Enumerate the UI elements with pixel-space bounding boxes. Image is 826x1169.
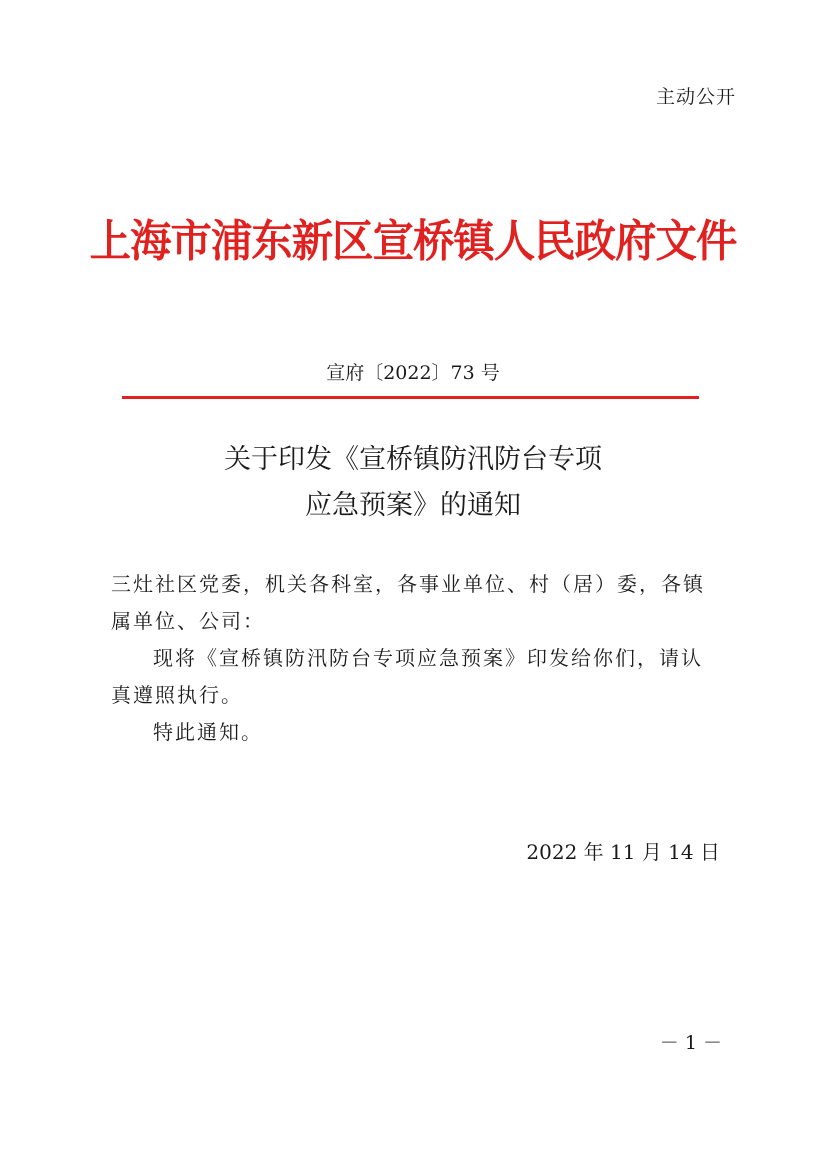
issue-date: 2022 年 11 月 14 日	[526, 840, 720, 864]
red-divider	[122, 396, 699, 399]
disclosure-label: 主动公开	[655, 86, 736, 108]
document-title	[0, 437, 826, 529]
closing-paragraph: 特此通知。	[153, 720, 263, 744]
title-line-2: 应急预案》的通知	[305, 490, 521, 521]
title-line-1: 关于印发《宣桥镇防汛防台专项	[224, 444, 602, 475]
page-number: － 1 －	[659, 1032, 722, 1054]
document-number: 宣府〔2022〕73 号	[326, 362, 500, 384]
document-body	[111, 566, 721, 751]
addressees: 三灶社区党委，机关各科室，各事业单位、村（居）委，各镇属单位、公司：	[111, 572, 705, 633]
body-paragraph: 现将《宣桥镇防汛防台专项应急预案》印发给你们，请认真遵照执行。	[111, 646, 703, 707]
document-masthead: 上海市浦东新区宣桥镇人民政府文件	[89, 216, 737, 267]
